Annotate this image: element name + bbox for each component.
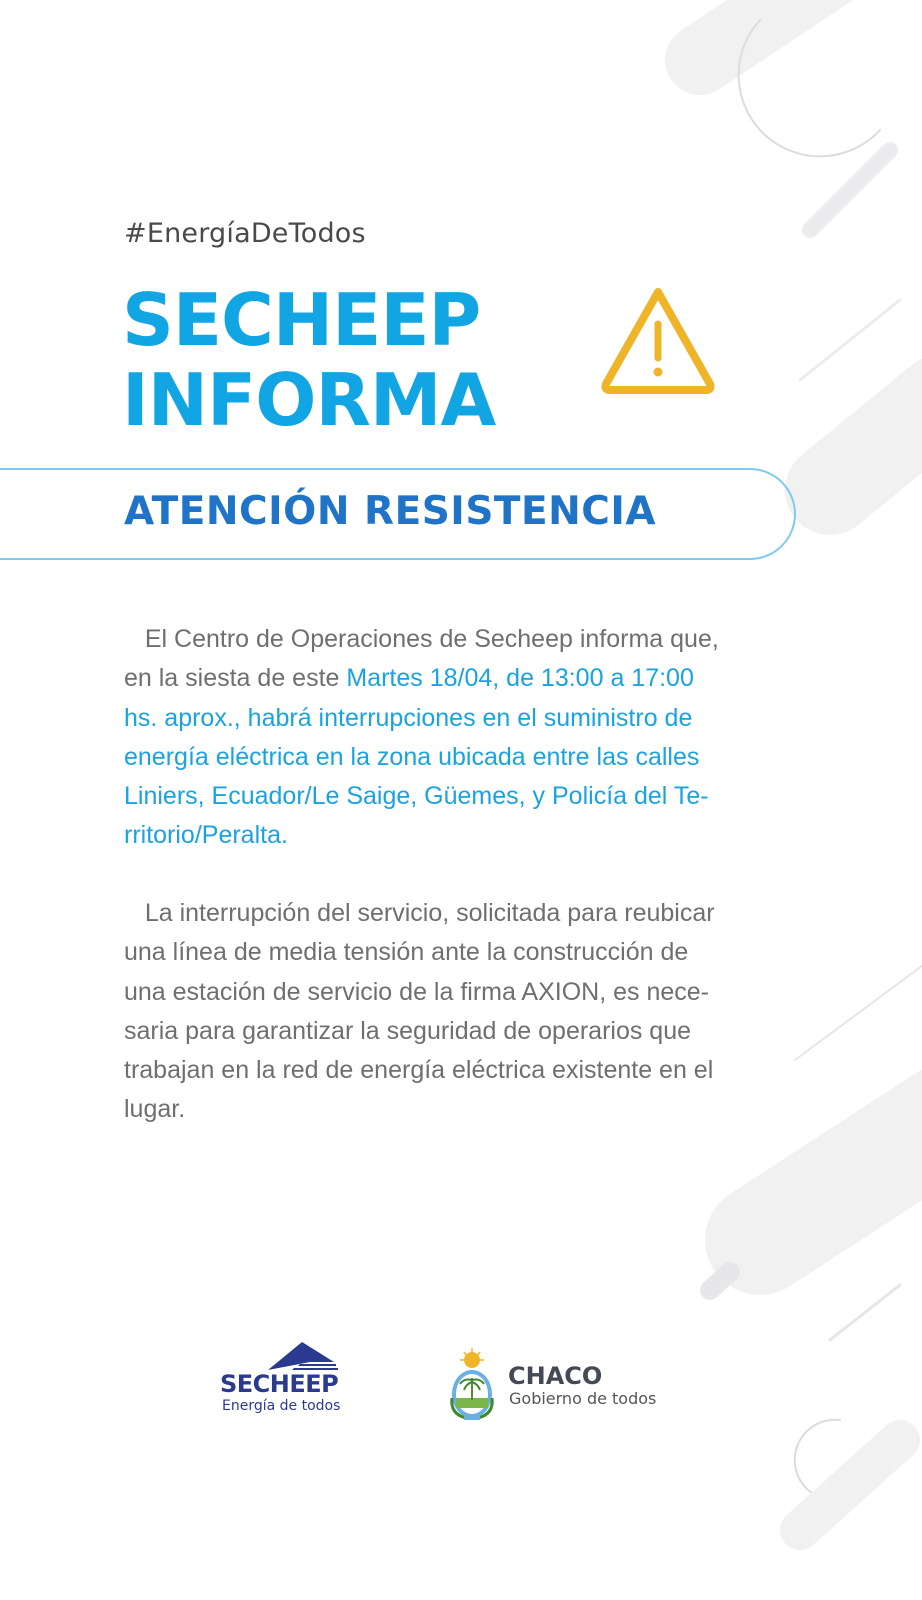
paragraph-2-line-2: una línea de media tensión ante la construcción de [124,938,689,967]
paragraph-2-line-1-text: La interrupción del servicio, solicitada para reubicar [144,899,715,927]
secheep-tagline: Energía de todos [222,1398,341,1414]
secheep-wordmark: SECHEEP [220,1370,339,1398]
paragraph-2-line-5: trabajan en la red de energía eléctrica existente en el [124,1056,714,1085]
title-line-2: INFORMA [122,358,496,442]
banner-label: ATENCIÓN RESISTENCIA [124,489,657,534]
paragraph-1-line-5: Liniers, Ecuador/Le Saige, Güemes, y Policía del Te- [124,782,709,811]
chaco-seal-icon [446,1348,498,1422]
paragraph-2-line-3: una estación de servicio de la firma AXION, es nece- [124,977,710,1006]
paragraph-1-line-4: energía eléctrica en la zona ubicada entre las calles [124,742,700,771]
paragraph-2-line-4: saria para garantizar la seguridad de operarios que [124,1016,692,1045]
notice-paragraph-2 [124,894,824,1130]
secheep-logo-mark-icon [250,1340,340,1374]
notice-paragraph-1 [124,620,824,856]
paragraph-2-line-6: lugar. [124,1095,186,1124]
chaco-tagline: Gobierno de todos [509,1389,657,1408]
title-line-1: SECHEEP [122,278,481,362]
paragraph-1-line-3: hs. aprox., habrá interrupciones en el suministro de [124,703,693,732]
chaco-name: CHACO [508,1362,603,1390]
hashtag: #EnergíaDeTodos [124,218,366,249]
paragraph-1-line-6: rritorio/Peralta. [124,821,288,850]
paragraph-1-line-1-text: El Centro de Operaciones de Secheep informa que, [144,625,719,653]
paragraph-1-line-2 [124,659,824,698]
paragraph-1-line-2-highlight: Martes 18/04, de 13:00 a 17:00 [346,664,694,693]
paragraph-2-line-1 [124,894,824,933]
paragraph-1-line-1 [124,620,824,659]
secheep-logo [216,1340,356,1420]
warning-triangle-icon [600,284,716,396]
paragraph-1-line-2-plain: en la siesta de este [124,664,347,693]
page-title [122,280,495,440]
chaco-logo [446,1348,676,1428]
